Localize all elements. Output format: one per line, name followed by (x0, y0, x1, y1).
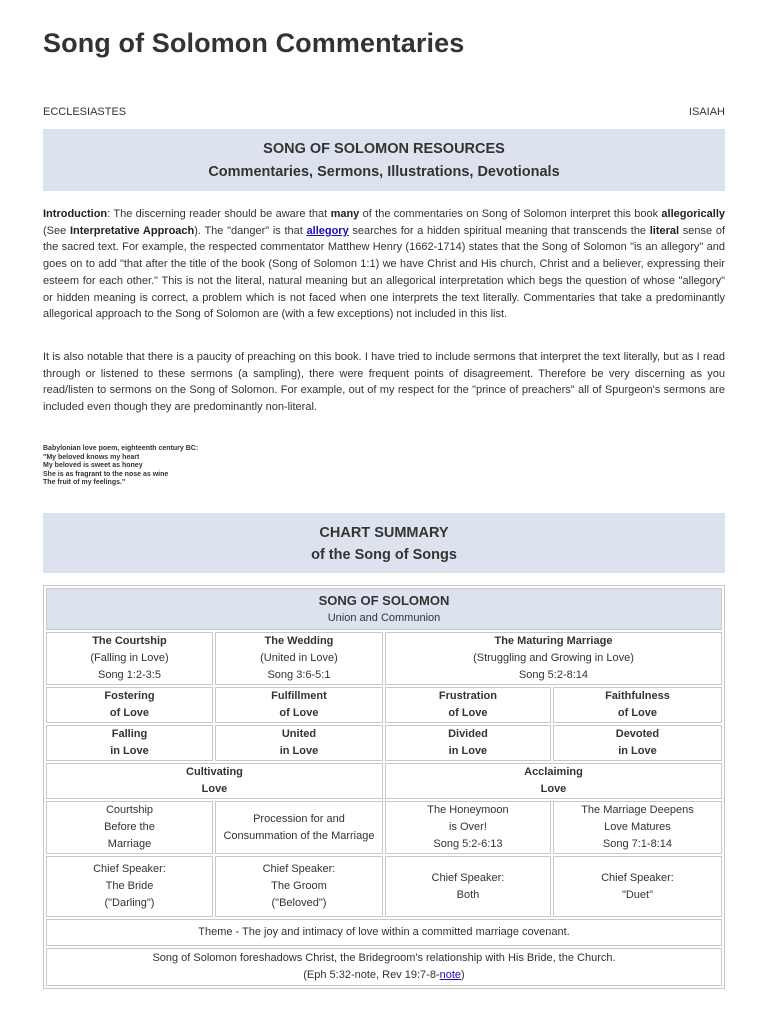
table-row (46, 919, 722, 946)
note-link[interactable]: note (439, 969, 462, 981)
intro-emphasis-approach: Interpretative Approach (69, 224, 195, 237)
section-ref: Song 1:2-3:5 (97, 669, 161, 681)
resources-banner-title: SONG OF SOLOMON RESOURCES (263, 141, 505, 157)
table-subtitle: Union and Communion (327, 612, 441, 624)
cell-line: Song 7:1-8:14 (602, 838, 673, 850)
cell-line: in Love (618, 745, 657, 757)
cell-line: of Love (448, 707, 488, 719)
cell-line: Frustration (438, 690, 497, 702)
cell-line: Chief Speaker: (601, 871, 674, 884)
intro-text: : The discerning reader should be aware that (107, 208, 331, 220)
cell-line: The Bride (105, 880, 154, 892)
poem-line: She is as fragrant to the nose as wine (43, 470, 169, 478)
allegory-link[interactable]: allegory (306, 224, 349, 237)
cell-line: Falling (111, 728, 148, 740)
table-cell (553, 687, 722, 723)
cell-line: "Duet" (621, 888, 653, 901)
cell-line: Cultivating (186, 766, 243, 778)
intro-text: sense of the sacred text. For example, the respected commentator Matthew Henry (1662-1714) states that the Song of Solomon "is an allegory" and goes on to add "that after the title of the book (Song of Solomon 1:1) we have Christ and His church, Christ and a believer, expressing their esteem for each other." This is not the literal, natural meaning but an allegorical interpretation which begs the question of whose "allegory" or hidden meaning is correct, a problem which is not faced when one interprets the text literally. Commentaries that take a predominantly allegorical approach to the Song of Solomon are (with a few exceptions) not included in this list. (43, 224, 726, 321)
poem-line: My beloved is sweet as honey (43, 462, 143, 469)
cell-line: in Love (110, 745, 149, 757)
section-name: The Wedding (264, 635, 334, 647)
table-row (46, 588, 722, 630)
table-cell (385, 687, 551, 723)
table-row (46, 725, 722, 761)
cell-line: in Love (448, 745, 488, 757)
section-sub: (Falling in Love) (90, 652, 169, 664)
cell-line: of Love (109, 707, 150, 719)
table-row (46, 632, 722, 685)
cell-line: Faithfulness (605, 690, 670, 702)
table-cell (553, 856, 722, 917)
table-cell (385, 801, 551, 854)
intro-text: ). The "danger" is that (194, 224, 307, 237)
table-cell (553, 725, 722, 761)
table-title: SONG OF SOLOMON (318, 593, 450, 608)
table-cell (553, 801, 722, 854)
preaching-paragraph: It is also notable that there is a paucity of preaching on this book. I have tried to include sermons that interpret the text literally, but as I read through or listened to these sermons (a sampling), there were frequent points of disagreement. Therefore be very discerning as you read/listen to sermons on the Song of Solomon. For example, out of my respect for the "prince of preachers" all of Spurgeon's sermons are included even though they are predominantly non-literal. (43, 351, 725, 414)
foreshadow-reference (51, 967, 717, 984)
babylonian-poem (43, 445, 725, 488)
cell-line: Love Matures (604, 821, 671, 833)
intro-paragraph (43, 206, 725, 323)
cell-line: Chief Speaker: (262, 863, 336, 875)
section-ref: Song 5:2-8:14 (518, 669, 589, 681)
cell-line: The Groom (271, 880, 327, 892)
table-cell (385, 725, 551, 761)
cell-line: Both (456, 888, 480, 901)
table-row (46, 763, 722, 799)
cell-line: Marriage (107, 838, 152, 850)
resources-banner-subtitle: Commentaries, Sermons, Illustrations, Devotionals (208, 164, 560, 180)
table-cell (215, 801, 383, 854)
table-cell (46, 856, 213, 917)
section-ref: Song 3:6-5:1 (267, 669, 331, 681)
cell-line: Fulfillment (271, 690, 327, 702)
table-cell (46, 687, 213, 723)
section-name: The Maturing Marriage (494, 635, 613, 647)
table-cell (385, 763, 722, 799)
cell-line: ("Darling") (104, 897, 155, 909)
poem-line: The fruit of my feelings." (43, 479, 126, 486)
section-cell-courtship (46, 632, 213, 685)
table-row (46, 687, 722, 723)
section-name: The Courtship (92, 635, 167, 647)
poem-line: "My beloved knows my heart (43, 453, 140, 461)
intro-text: (See (43, 224, 70, 237)
foreshadow-ref-close: ) (461, 969, 465, 981)
section-sub: (United in Love) (260, 652, 338, 664)
cell-line: Before the (104, 821, 155, 833)
cell-line: Acclaiming (524, 766, 583, 778)
section-sub: (Struggling and Growing in Love) (473, 652, 634, 664)
table-header-cell (46, 588, 722, 630)
cell-line: Divided (448, 728, 488, 740)
foreshadow-cell (46, 948, 722, 986)
section-cell-maturing-marriage (385, 632, 722, 685)
cell-line: Chief Speaker: (431, 871, 505, 884)
table-cell (215, 725, 383, 761)
cell-line: Song 5:2-6:13 (433, 838, 503, 850)
table-cell (215, 687, 383, 723)
intro-emphasis-literal: literal (649, 224, 680, 237)
cell-line: of Love (279, 707, 319, 719)
book-navigation (43, 106, 725, 118)
resources-banner (43, 129, 725, 191)
cell-line: Procession for and (253, 812, 345, 825)
table-cell (46, 725, 213, 761)
section-cell-wedding (215, 632, 383, 685)
table-row (46, 856, 722, 917)
table-cell (385, 856, 551, 917)
cell-line: Love (540, 783, 567, 795)
cell-line: Fostering (104, 690, 155, 702)
cell-line: in Love (279, 745, 319, 757)
cell-line: Courtship (105, 804, 154, 816)
cell-line: United (281, 728, 317, 740)
table-cell (46, 763, 383, 799)
chart-summary-subtitle: of the Song of Songs (311, 547, 457, 563)
foreshadow-ref-text: (Eph 5:32-note, Rev 19:7-8- (303, 969, 440, 981)
table-cell (46, 801, 213, 854)
chart-summary-table (43, 585, 725, 989)
intro-emphasis-allegorically: allegorically (661, 208, 725, 220)
intro-label: Introduction (43, 208, 108, 220)
intro-text: of the commentaries on Song of Solomon interpret this book (359, 208, 662, 220)
table-row (46, 801, 722, 854)
cell-line: The Honeymoon (427, 804, 509, 816)
chart-summary-banner (43, 513, 725, 573)
cell-line: of Love (617, 707, 658, 719)
cell-line: The Marriage Deepens (581, 804, 694, 816)
foreshadow-text: Song of Solomon foreshadows Christ, the Bridegroom's relationship with His Bride, the Church. (152, 952, 616, 964)
table-row (46, 948, 722, 986)
table-cell (215, 856, 383, 917)
cell-line: is Over! (448, 821, 487, 833)
chart-summary-title: CHART SUMMARY (319, 525, 449, 541)
cell-line: Devoted (615, 728, 660, 740)
cell-line: Consummation of the Marriage (223, 829, 375, 842)
theme-cell: Theme - The joy and intimacy of love within a committed marriage covenant. (46, 919, 722, 946)
poem-line: Babylonian love poem, eighteenth century BC: (43, 445, 199, 452)
intro-emphasis-many: many (330, 208, 360, 220)
page-title: Song of Solomon Commentaries (43, 28, 465, 58)
prev-book-link[interactable]: ECCLESIASTES (43, 106, 127, 118)
cell-line: Love (201, 783, 228, 795)
cell-line: Chief Speaker: (93, 863, 166, 875)
cell-line: ("Beloved") (271, 897, 327, 909)
intro-text: searches for a hidden spiritual meaning that transcends the (348, 224, 650, 237)
next-book-link[interactable]: ISAIAH (688, 106, 725, 118)
